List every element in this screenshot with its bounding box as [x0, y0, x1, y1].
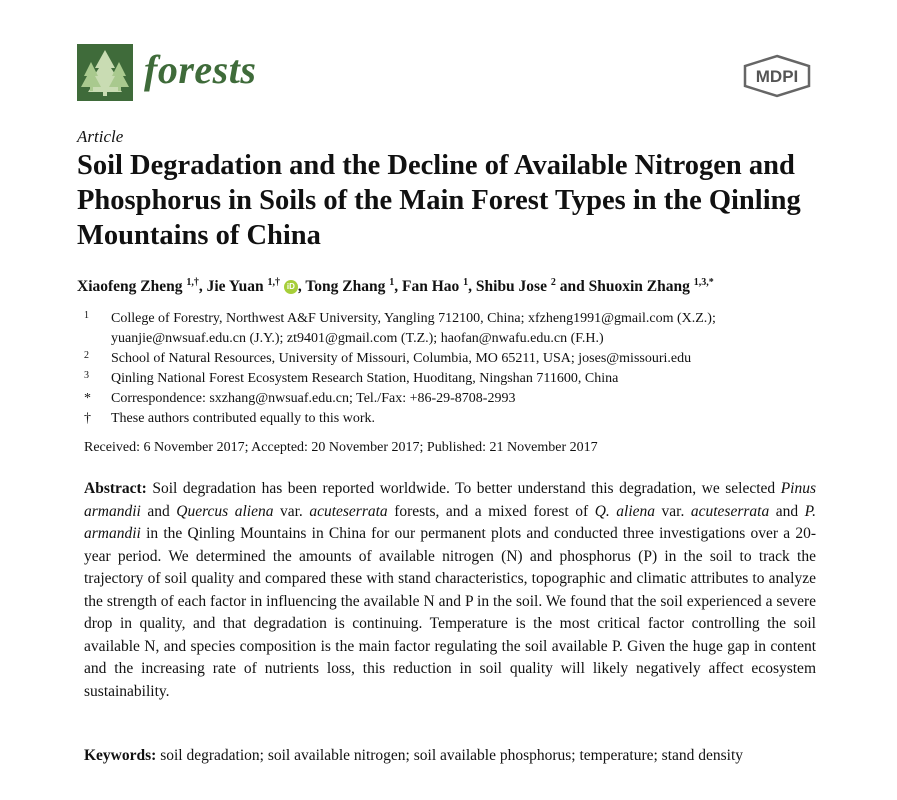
equal-contribution-note: These authors contributed equally to this work. — [111, 411, 375, 426]
orcid-icon[interactable]: iD — [284, 280, 298, 294]
species-name: Quercus aliena — [176, 502, 274, 520]
publication-dates: Received: 6 November 2017; Accepted: 20 November 2017; Published: 21 November 2017 — [84, 440, 598, 455]
affiliation-item — [84, 389, 824, 409]
abstract-text: var. — [655, 502, 691, 520]
abstract-text: var. — [273, 502, 310, 520]
affiliation-text: School of Natural Resources, University of Missouri, Columbia, MO 65211, USA; joses@missouri.edu — [111, 351, 692, 366]
author-name: Xiaofeng Zheng — [77, 278, 183, 296]
author-name: Fan Hao — [401, 278, 460, 296]
author-affil-mark: 2 — [550, 277, 556, 288]
keywords-label: Keywords: — [84, 747, 157, 764]
abstract-text: forests, and a mixed forest of — [387, 502, 595, 520]
affiliation-mark: † — [84, 411, 91, 426]
journal-logo — [77, 44, 133, 101]
affiliation-text: Qinling National Forest Ecosystem Research Station, Huoditang, Ningshan 711600, China — [111, 371, 619, 386]
affiliation-mark: 3 — [84, 370, 89, 381]
affiliation-item — [84, 409, 824, 429]
author-affil-mark: 1,† — [267, 277, 280, 288]
abstract — [84, 478, 816, 703]
author-conjunction: and — [559, 278, 585, 296]
affiliation-item — [84, 349, 824, 369]
affiliation-mark: * — [84, 391, 91, 406]
species-name: Pinus armandii — [84, 480, 816, 520]
correspondence-text: Correspondence: sxzhang@nwsuaf.edu.cn; Tel./Fax: +86-29-8708-2993 — [111, 391, 516, 406]
abstract-text: and — [140, 502, 177, 520]
abstract-body — [84, 480, 816, 700]
article-title: Soil Degradation and the Decline of Available Nitrogen and Phosphorus in Soils of the Main Forest Types in the Qinling Mountains of China — [77, 150, 801, 251]
abstract-text: and — [769, 502, 805, 520]
author-name: Shibu Jose — [475, 278, 547, 296]
article-type: Article — [77, 127, 124, 146]
affiliation-mark: 1 — [84, 310, 89, 321]
abstract-text: Soil degradation has been reported worldwide. To better understand this degradation, we selected — [146, 480, 781, 497]
keywords — [84, 745, 816, 768]
abstract-text: in the Qinling Mountains in China for our permanent plots and conducted three investigations over a 20-year period. We determined the amounts of available nitrogen (N) and phosphorus (P) in the soil to track the trajectory of soil quality and compared these with stand characteristics, topographic and climatic attributes to analyze the strength of each factor in influencing the available N and P in the soil. We found that the soil experienced a severe drop in quality, and that degradation is continuing. Temperature is the most critical factor controlling the soil available N, and species composition is the main factor regulating the soil available P. Given the huge gap in content and the increasing rate of nutrients loss, this reduction in soil quality will likely negatively affect ecosystem sustainability. — [84, 525, 816, 700]
author-list: Xiaofeng Zheng $^{1,\dagger}$, Jie Yuan $^{1,\dagger}$ iD , Tong Zhang $^1$, Fan Hao $^1$, Shibu Jose $^2$ and Shuoxin Zhang $^{1,3,*}$ — [77, 277, 714, 296]
author-affil-mark: 1 — [463, 277, 469, 288]
author-affil-mark: 1,3,* — [693, 277, 714, 288]
species-name: P. armandii — [84, 502, 816, 542]
author-name: Shuoxin Zhang — [588, 278, 690, 296]
author-name: Tong Zhang — [305, 278, 386, 296]
publisher-name: MDPI — [755, 67, 799, 86]
species-name: Q. aliena — [594, 502, 656, 520]
species-name: acuteserrata — [690, 502, 770, 520]
affiliation-item — [84, 369, 824, 389]
keywords-text: soil degradation; soil available nitrogen; soil available phosphorus; temperature; stand density — [156, 747, 744, 764]
journal-name: forests — [144, 47, 257, 92]
author-name: Jie Yuan — [206, 278, 264, 296]
author-affil-mark: 1 — [389, 277, 395, 288]
affiliation-item — [84, 309, 824, 349]
publisher-logo — [741, 54, 813, 103]
affiliations — [84, 309, 824, 429]
affiliation-mark: 2 — [84, 350, 89, 361]
tree-icon — [77, 44, 133, 101]
abstract-label: Abstract: — [84, 480, 147, 497]
species-name: acuteserrata — [309, 502, 388, 520]
affiliation-text: College of Forestry, Northwest A&F University, Yangling 712100, China; xfzheng1991@gmail.com (X.Z.); yuanjie@nwsuaf.edu.cn (J.Y.); zt9401@gmail.com (T.Z.); haofan@nwafu.edu.cn (F.H.) — [111, 311, 716, 346]
author-affil-mark: 1,† — [186, 277, 199, 288]
